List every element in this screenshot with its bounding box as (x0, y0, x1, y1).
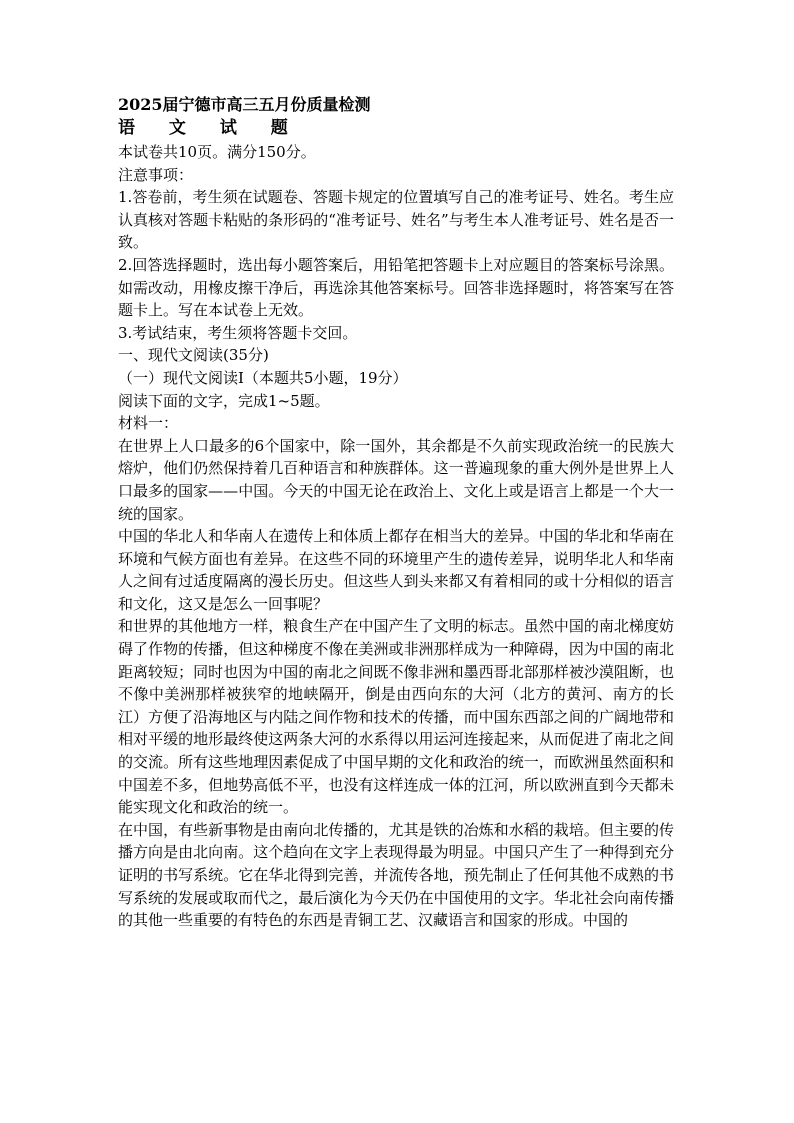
exam-title: 2025届宁德市高三五月份质量检测 (118, 95, 371, 114)
passage-paragraph-1: 在世界上人口最多的6个国家中，除一国外，其余都是不久前实现政治统一的民族大熔炉，他们仍然保持着几百种语言和种族群体。这一普遍现象的重大例外是世界上人口最多的国家——中国。今天的中国无论在政治上、文化上或是语言上都是一个大一统的国家。 (118, 436, 674, 523)
material-label: 材料一： (118, 414, 179, 433)
subject-title: 语 文 试 题 (118, 118, 302, 138)
section-instruction: 阅读下面的文字，完成1~5题。 (118, 391, 330, 410)
document-page (118, 94, 674, 932)
passage-paragraph-2: 中国的华北人和华南人在遗传上和体质上都存在相当大的差异。中国的华北和华南在环境和气候方面也有差异。在这些不同的环境里产生的遗传差异，说明华北人和华南人之间有过适度隔离的漫长历史。但这些人到头来都又有着相同的或十分相似的语言和文化，这又是怎么一回事呢？ (118, 527, 674, 613)
section-sub-heading: （一）现代文阅读Ⅰ（本题共5小题，19分） (118, 368, 408, 387)
notice-heading: 注意事项： (118, 165, 194, 184)
notice-item-1: 1.答卷前，考生须在试题卷、答题卡规定的位置填写自己的准考证号、姓名。考生应认真核对答题卡粘贴的条形码的“准考证号、姓名”与考生本人准考证号、姓名是否一致。 (118, 188, 674, 252)
passage-paragraph-4: 在中国，有些新事物是由南向北传播的，尤其是铁的冶炼和水稻的栽培。但主要的传播方向是由北向南。这个趋向在文字上表现得最为明显。中国只产生了一种得到充分证明的书写系统。它在华北得到完善，并流传各地，预先制止了任何其他不成熟的书写系统的发展或取而代之，最后演化为今天仍在中国使用的文字。华北社会向南传播的其他一些重要的有特色的东西是青铜工艺、汉藏语言和国家的形成。中国的 (118, 820, 674, 930)
notice-item-2: 2.回答选择题时，选出每小题答案后，用铅笔把答题卡上对应题目的答案标号涂黑。如需改动，用橡皮擦干净后，再选涂其他答案标号。回答非选择题时，将答案写在答题卡上。写在本试卷上无效。 (118, 255, 674, 320)
passage-paragraph-3: 和世界的其他地方一样，粮食生产在中国产生了文明的标志。虽然中国的南北梯度妨碍了作物的传播，但这种梯度不像在美洲或非洲那样成为一种障碍，因为中国的南北距离较短；同时也因为中国的南北之间既不像非洲和墨西哥北部那样被沙漠阻断，也不像中美洲那样被狭窄的地峡隔开，倒是由西向东的大河（北方的黄河、南方的长江）方便了沿海地区与内陆之间作物和技术的传播，而中国东西部之间的广阔地带和相对平缓的地形最终使这两条大河的水系得以用运河连接起来，从而促进了南北之间的交流。所有这些地理因素促成了中国早期的文化和政治的统一，而欧洲虽然面积和中国差不多，但地势高低不平，也没有这样连成一体的江河，所以欧洲直到今天都未能实现文化和政治的统一。 (118, 617, 674, 817)
section-heading: 一、现代文阅读(35分) (118, 346, 269, 365)
pages-score-text: 本试卷共10页。满分150分。 (118, 143, 316, 161)
notice-item-3: 3.考试结束，考生须将答题卡交回。 (118, 323, 358, 342)
